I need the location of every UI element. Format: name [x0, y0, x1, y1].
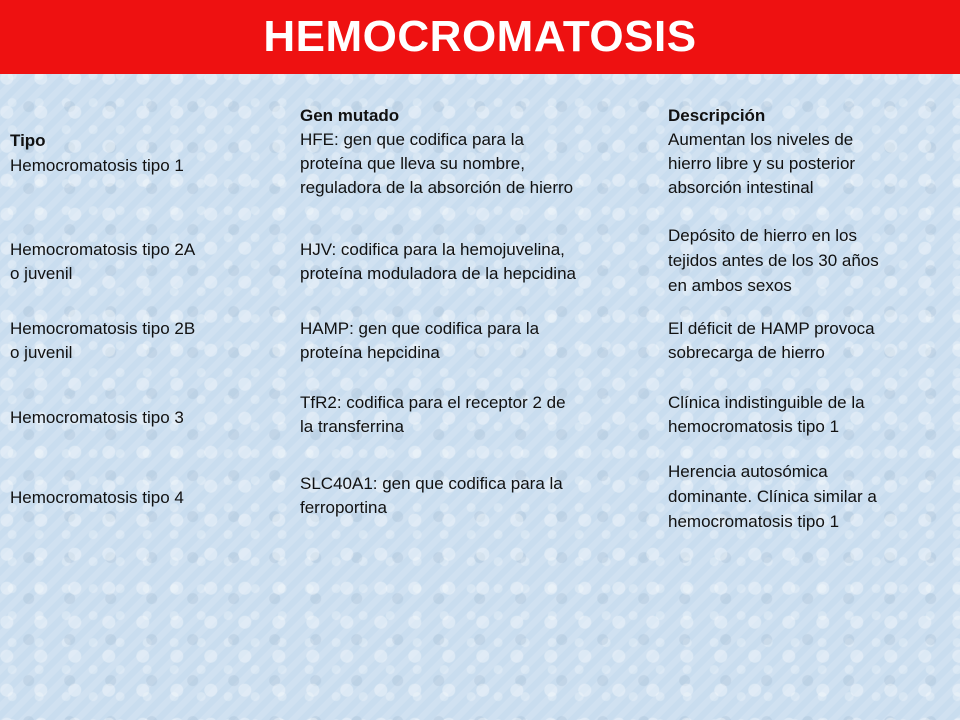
row4-desc-line: Clínica indistinguible de la: [668, 393, 865, 412]
slide-title: HEMOCROMATOSIS: [263, 12, 697, 61]
row5-desc-line: dominante. Clínica similar a: [668, 487, 877, 506]
row3-gen-line: proteína hepcidina: [300, 343, 440, 362]
header-tipo: Tipo: [10, 131, 46, 150]
row4-tipo: [10, 406, 184, 430]
row1-desc-line: hierro libre y su posterior: [668, 154, 856, 173]
row1-gen-line: HFE: gen que codifica para la: [300, 130, 524, 149]
row3-gen-line: HAMP: gen que codifica para la: [300, 319, 540, 338]
row3-tipo-line: Hemocromatosis tipo 2B: [10, 319, 196, 338]
row3-desc-line: sobrecarga de hierro: [668, 343, 825, 362]
row5-gen-line: SLC40A1: gen que codifica para la: [300, 474, 563, 493]
row5-gen-line: ferroportina: [300, 498, 387, 517]
row1-gen-line: proteína que lleva su nombre,: [300, 154, 525, 173]
row2-gen-line: proteína moduladora de la hepcidina: [300, 264, 576, 283]
row5-tipo-line: Hemocromatosis tipo 4: [10, 488, 184, 507]
row4-gen-line: la transferrina: [300, 417, 404, 436]
row2-gen-line: HJV: codifica para la hemojuvelina,: [300, 240, 565, 259]
title-bar: [0, 0, 960, 74]
row3-desc-line: El déficit de HAMP provoca: [668, 319, 875, 338]
row5-desc-line: Herencia autosómica: [668, 462, 828, 481]
row1-desc-line: absorción intestinal: [668, 178, 814, 197]
row1-gen: [300, 128, 573, 200]
row2-tipo: [10, 238, 195, 286]
row4-desc-line: hemocromatosis tipo 1: [668, 417, 840, 436]
row1-descripcion: [668, 128, 855, 200]
row2-desc-line: en ambos sexos: [668, 276, 792, 295]
header-gen-mutado: Gen mutado: [300, 106, 400, 125]
row5-descripcion: [668, 459, 877, 534]
row2-tipo-line: Hemocromatosis tipo 2A: [10, 240, 196, 259]
row5-gen: [300, 472, 563, 520]
row2-desc-line: Depósito de hierro en los: [668, 226, 858, 245]
row1-tipo-line: Hemocromatosis tipo 1: [10, 156, 184, 175]
row2-gen: [300, 238, 576, 286]
row4-descripcion: [668, 391, 865, 439]
header-descripcion: Descripción: [668, 106, 766, 125]
row4-gen: [300, 391, 566, 439]
row1-tipo: [10, 154, 184, 178]
row4-tipo-line: Hemocromatosis tipo 3: [10, 408, 184, 427]
row2-desc-line: tejidos antes de los 30 años: [668, 251, 879, 270]
row2-tipo-line: o juvenil: [10, 264, 73, 283]
row3-tipo-line: o juvenil: [10, 343, 73, 362]
row3-gen: [300, 317, 539, 365]
row5-desc-line: hemocromatosis tipo 1: [668, 512, 840, 531]
row3-descripcion: [668, 317, 875, 365]
row4-gen-line: TfR2: codifica para el receptor 2 de: [300, 393, 566, 412]
row3-tipo: [10, 317, 195, 365]
row1-gen-line: reguladora de la absorción de hierro: [300, 178, 574, 197]
row5-tipo: [10, 486, 184, 510]
row2-descripcion: [668, 223, 879, 298]
row1-desc-line: Aumentan los niveles de: [668, 130, 854, 149]
